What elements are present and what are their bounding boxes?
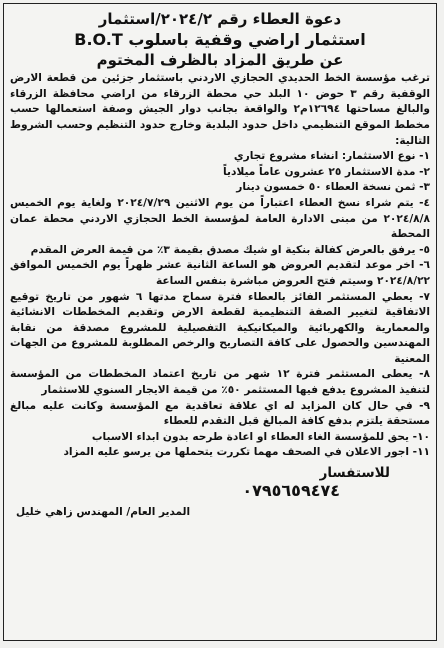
contact-phone: ٠٧٩٥٦٥٩٤٧٤ bbox=[242, 481, 340, 501]
condition-item: ٣- ثمن نسخة العطاء ٥٠ خمسون دينار bbox=[236, 181, 430, 194]
tender-method: عن طريق المزاد بالظرف المختوم bbox=[96, 51, 344, 70]
condition-item: ٨- يعطى المستثمر فترة ١٢ شهر من تاريخ اعتماد المخططات من المؤسسة لتنفيذ المشروع يدفع فيها المستثمر ٥٠٪ من قيمة الايجار السنوي للاستثمار bbox=[10, 368, 430, 397]
condition-item: ١١- اجور الاعلان في الصحف مهما تكررت يتحملها من يرسو عليه المزاد bbox=[63, 446, 430, 459]
condition-item: ٢- مدة الاستثمار ٢٥ عشرون عاماً ميلادياً bbox=[223, 165, 430, 178]
tender-advertisement bbox=[3, 3, 437, 641]
tender-title: دعوة العطاء رقم ٢٠٢٤/٢/استثمار bbox=[98, 10, 342, 28]
condition-item: ٧- يعطي المستثمر الفائز بالعطاء فترة سماح مدتها ٦ شهور من تاريخ توقيع الاتفاقية لتغيير الصفة التنظيمية لقطعة الارض وتقديم المخططات الانشائية والمعمارية والكهربائية والميكانيكية التفصيلية للمشروع مصدقة من نقابة المهندسين والحصول على كافة التصاريح والرخص المطلوبة للمشروع من الجهات المعنية bbox=[10, 290, 430, 365]
condition-item: ٩- في حال كان المزايد له اي علاقة تعاقدية مع المؤسسة وكانت عليه مبالغ مستحقة يلتزم بدفع كافة المبالغ قبل التقدم للعطاء bbox=[10, 399, 430, 428]
intro-paragraph: ترغب مؤسسة الخط الحديدي الحجازي الاردني باستثمار جزئين من قطعة الارض الوقفية رقم ٣ حوض ١٠ البلد حي محطة الزرقاء من اراضي محافظة الزرقاء والبالغ مساحتها ١٢٦٩٤م٢ والواقعة بجانب دوار الجيش وصفة استعمالها حسب مخطط الموقع التنظيمي داخل حدود البلدية وخارج حدود التنظيم وحسب الشروط التالية: bbox=[10, 72, 430, 147]
condition-item: ٦- اخر موعد لتقديم العروض هو الساعة الثانية عشر ظهراً يوم الخميس الموافق ٢٠٢٤/٨/٢٢ وسيتم فتح العروض مباشرة بنفس الساعة bbox=[10, 259, 430, 287]
signature: المدير العام/ المهندس زاهي خليل bbox=[16, 506, 191, 519]
contact-label: للاستفسار bbox=[319, 465, 390, 482]
condition-item: ٥- يرفق بالعرض كفالة بنكية او شيك مصدق بقيمة ٣٪ من قيمة العرض المقدم bbox=[30, 243, 430, 256]
tender-subject: استثمار اراضي وقفية باسلوب B.O.T bbox=[74, 30, 366, 49]
condition-item: ١- نوع الاستثمار: انشاء مشروع تجاري bbox=[233, 150, 430, 163]
conditions-list bbox=[10, 149, 430, 461]
condition-item: ٤- يتم شراء نسخ العطاء اعتباراً من يوم الاثنين ٢٠٢٤/٧/٢٩ ولغاية يوم الخميس ٢٠٢٤/٨/٨ من مبنى الادارة العامة لمؤسسة الخط الحجازي الاردني محطة عمان المحطة bbox=[10, 196, 430, 241]
condition-item: ١٠- يحق للمؤسسة الغاء العطاء او اعادة طرحه بدون ابداء الاسباب bbox=[91, 430, 430, 443]
